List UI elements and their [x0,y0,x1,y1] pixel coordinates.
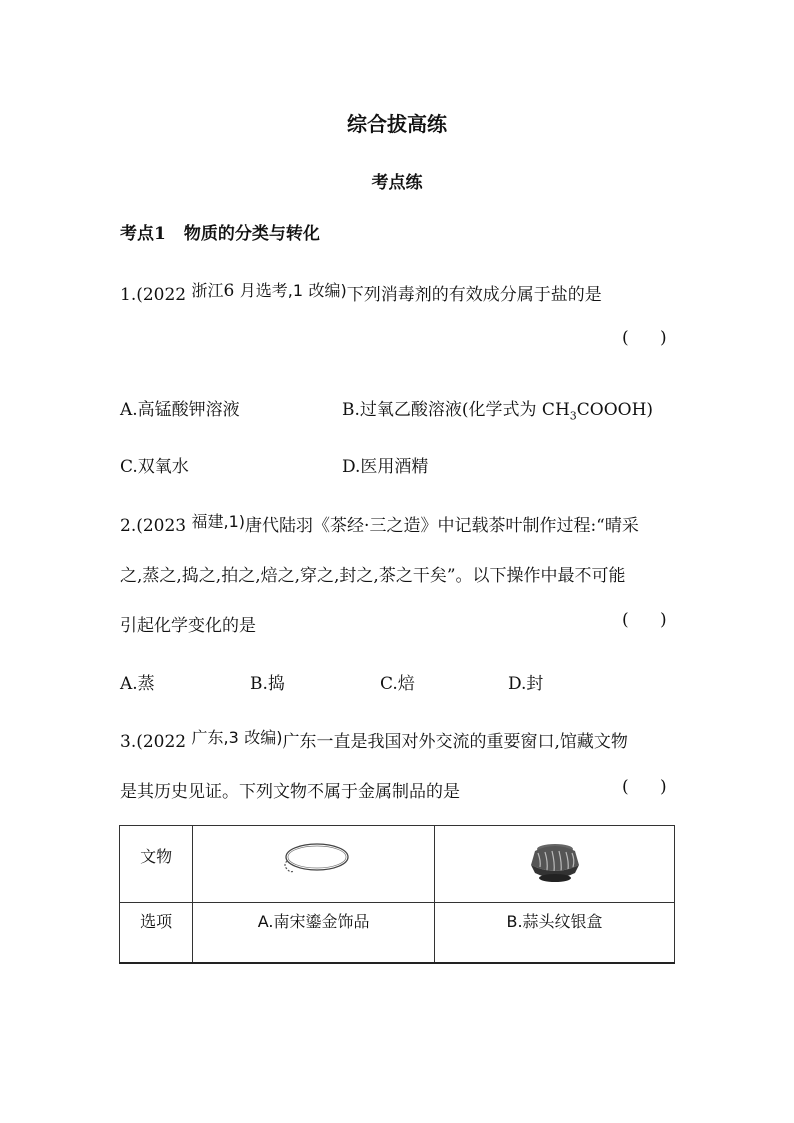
question-2-line-2: 之,蒸之,捣之,拍之,焙之,穿之,封之,茶之干矣”。以下操作中最不可能 [120,566,626,586]
q1-source-num: 6 [223,281,235,301]
section-label: 考点1 [120,224,166,244]
relics-table [119,825,675,964]
q2-source: 福建,1) [191,512,246,531]
q3-source: 广东,3 [191,728,239,747]
q2-option-a: A.蒸 [120,674,155,694]
question-2-line-1 [120,511,639,536]
q1-source2: 月选考,1 [239,281,304,300]
q1-answer-blank: ( ) [622,328,667,348]
row-label-relic: 文物 [120,826,193,903]
q3-answer-blank: ( ) [622,777,667,797]
q1-option-b: B.过氧乙酸溶液(化学式为 $CH_3COOOH$) [342,400,654,423]
relic-b-cell [435,826,675,903]
q2-option-c: C.焙 [380,674,415,694]
q3-number: 3.(2022 [120,732,187,752]
q3-option-b: B.蒜头纹银盒 [435,903,675,964]
q1-option-c: C.双氧水 [120,457,189,477]
row-label-option: 选项 [120,903,193,964]
question-3-line-2: 是其历史见证。下列文物不属于金属制品的是 [120,782,460,802]
q1-option-a: A.高锰酸钾溶液 [120,400,240,420]
section-heading [120,219,320,244]
q3-source2: 改编) [244,728,283,747]
q3-option-a: A.南宋鎏金饰品 [193,903,435,964]
q1-source3: 改编) [308,281,347,300]
q2-option-b: B.捣 [250,674,285,694]
q1-option-d: D.医用酒精 [342,457,429,477]
silver-box-image [525,837,585,887]
gilded-ornament-image [274,837,354,887]
question-2-line-3: 引起化学变化的是 [120,616,256,636]
q2-option-d: D.封 [508,674,544,694]
page-subtitle: 考点练 [371,173,423,193]
q3-line1-text: 广东一直是我国对外交流的重要窗口,馆藏文物 [282,732,628,752]
q1-number: 1.(2022 [120,285,187,305]
q2-line1-text: 唐代陆羽《茶经·三之造》中记载茶叶制作过程:“晴采 [245,516,639,536]
page-title: 综合拔高练 [347,112,447,136]
relic-a-cell [193,826,435,903]
question-1-stem [120,280,602,305]
q1-stem-text: 下列消毒剂的有效成分属于盐的是 [346,285,602,305]
section-name: 物质的分类与转化 [183,224,320,244]
table-row [120,903,675,964]
q2-answer-blank: ( ) [622,610,667,630]
table-row [120,826,675,903]
q2-number: 2.(2023 [120,516,187,536]
question-3-line-1 [120,727,628,752]
q1-source: 浙江 [191,281,224,300]
